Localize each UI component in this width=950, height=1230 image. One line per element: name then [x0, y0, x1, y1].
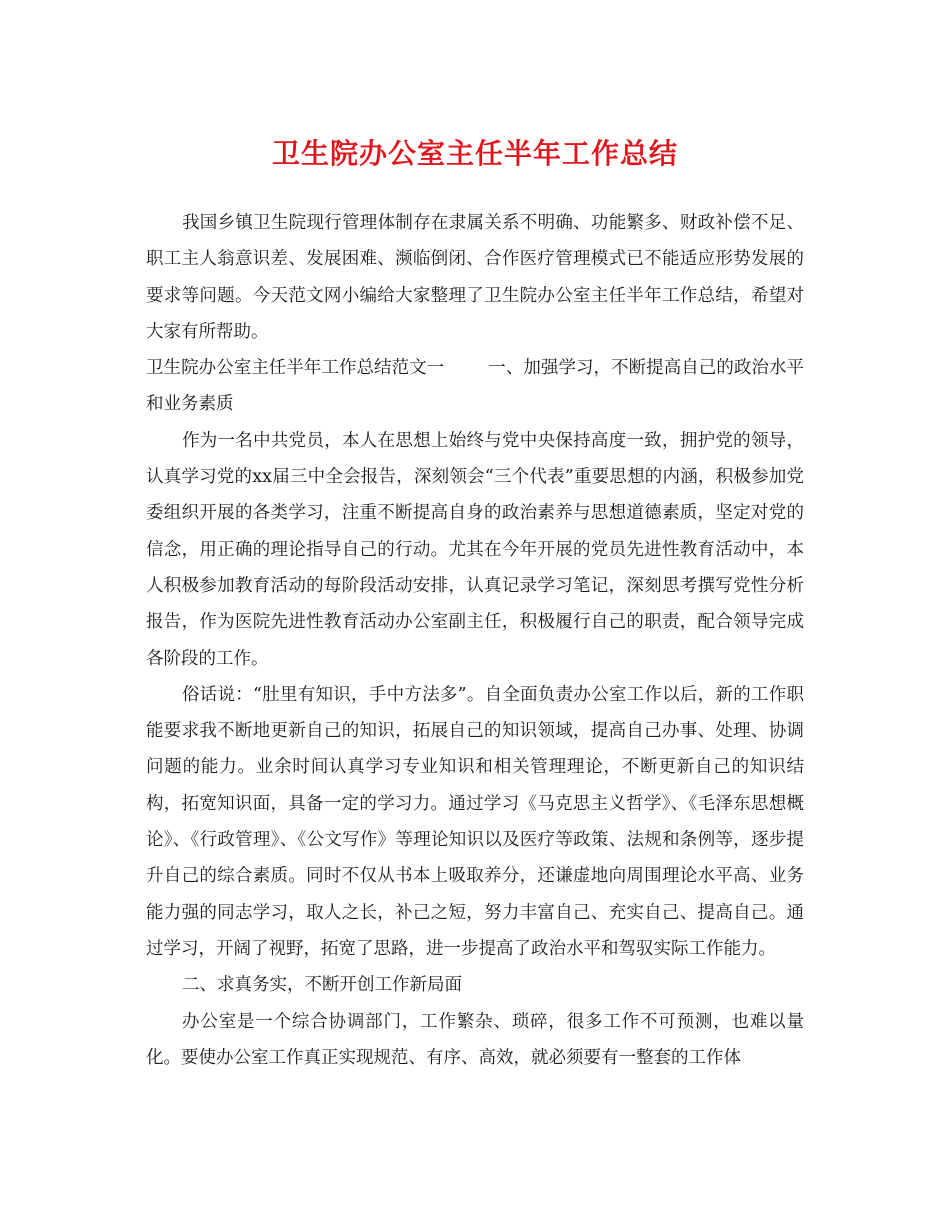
intro-paragraph: 我国乡镇卫生院现行管理体制存在隶属关系不明确、功能繁多、财政补偿不足、职工主人翁意识差、发展困难、濒临倒闭、合作医疗管理模式已不能适应形势发展的要求等问题。今天范文网小编给大家整理了卫生院办公室主任半年工作总结，希望对大家有所帮助。	[146, 213, 804, 342]
paragraph-2: 俗话说：“肚里有知识，手中方法多”。自全面负责办公室工作以后，新的工作职能要求我不断地更新自己的知识，拓展自己的知识领域，提高自己办事、处理、协调问题的能力。业余时间认真学习专业知识和相关管理理论，不断更新自己的知识结构，拓宽知识面，具备一定的学习力。通过学习《马克思主义哲学》、《毛泽东思想概论》、《行政管理》、《公文写作》等理论知识以及医疗等政策、法规和条例等，逐步提升自己的综合素质。同时不仅从书本上吸取养分，还谦虚地向周围理论水平高、业务能力强的同志学习，取人之长，补己之短，努力丰富自己、充实自己、提高自己。通过学习，开阔了视野，拓宽了思路，进一步提高了政治水平和驾驭实际工作能力。	[146, 684, 804, 959]
section2-heading: 二、求真务实，不断开创工作新局面	[182, 975, 462, 996]
document-title: 卫生院办公室主任半年工作总结	[271, 137, 678, 170]
sample-heading: 卫生院办公室主任半年工作总结范文一	[146, 358, 445, 379]
section1-heading: 一、加强学习，不断提高自己的政治水平和业务素质	[146, 358, 805, 415]
paragraph-1: 作为一名中共党员，本人在思想上始终与党中央保持高度一致，拥护党的领导，认真学习党的xx届三中全会报告，深刻领会“三个代表”重要思想的内涵，积极参加党委组织开展的各类学习，注重不断提高自身的政治素养与思想道德素质，坚定对党的信念，用正确的理论指导自己的行动。尤其在今年开展的党员先进性教育活动中，本人积极参加教育活动的每阶段活动安排，认真记录学习笔记，深刻思考撰写党性分析报告，作为医院先进性教育活动办公室副主任，积极履行自己的职责，配合领导完成各阶段的工作。	[146, 430, 804, 669]
sample-heading-line	[146, 350, 804, 423]
paragraph-3: 办公室是一个综合协调部门，工作繁杂、琐碎，很多工作不可预测，也难以量化。要使办公室工作真正实现规范、有序、高效，就必须要有一整套的工作体	[146, 1011, 804, 1068]
document-body	[146, 205, 804, 1076]
